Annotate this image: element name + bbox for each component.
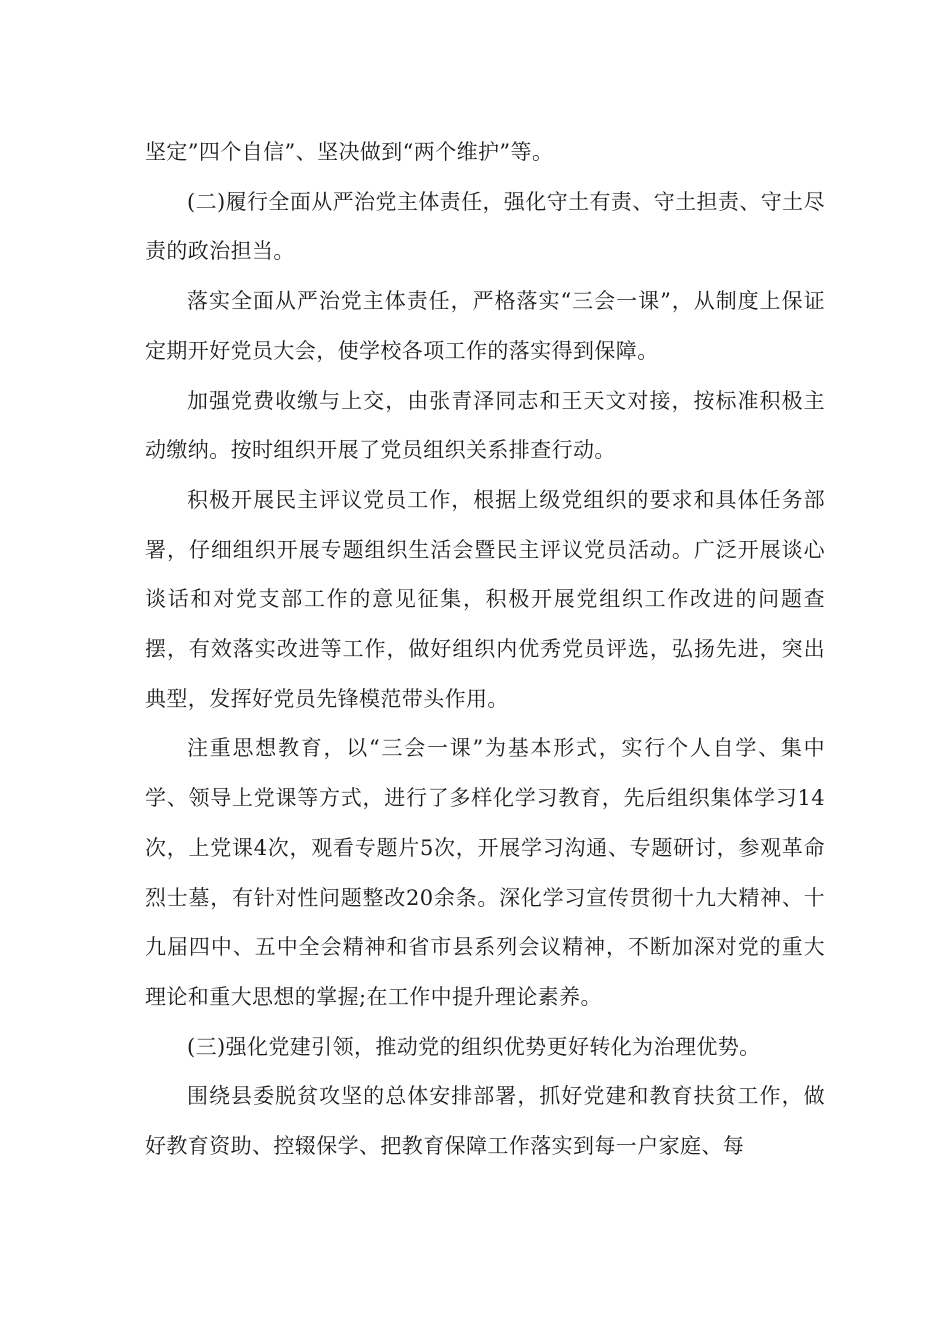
document-body [145,128,825,1172]
paragraph-7-heading: (三)强化党建引领，推动党的组织优势更好转化为治理优势。 [187,1034,761,1059]
paragraph-2-heading: (二)履行全面从严治党主体责任，强化守土有责、守土担责、守土尽责的政治担当。 [145,189,825,264]
paragraph-5: 积极开展民主评议党员工作，根据上级党组织的要求和具体任务部署，仔细组织开展专题组织生活会暨民主评议党员活动。广泛开展谈心谈话和对党支部工作的意见征集，积极开展党组织工作改进的问题查摆，有效落实改进等工作，做好组织内优秀党员评选，弘扬先进，突出典型，发挥好党员先锋模范带头作用。 [145,487,825,711]
paragraph-6: 注重思想教育，以“三会一课”为基本形式，实行个人自学、集中学、领导上党课等方式，进行了多样化学习教育，先后组织集体学习14次，上党课4次，观看专题片5次，开展学习沟通、专题研讨，参观革命烈士墓，有针对性问题整改20余条。深化学习宣传贯彻十九大精神、十九届四中、五中全会精神和省市县系列会议精神，不断加深对党的重大理论和重大思想的掌握;在工作中提升理论素养。 [145,736,825,1009]
paragraph-3: 落实全面从严治党主体责任，严格落实“三会一课”，从制度上保证定期开好党员大会，使学校各项工作的落实得到保障。 [145,289,825,363]
paragraph-4: 加强党费收缴与上交，由张青泽同志和王天文对接，按标准积极主动缴纳。按时组织开展了党员组织关系排查行动。 [145,388,825,463]
paragraph-8: 围绕县委脱贫攻坚的总体安排部署，抓好党建和教育扶贫工作，做好教育资助、控辍保学、把教育保障工作落实到每一户家庭、每 [145,1084,825,1159]
paragraph-1: 坚定”四个自信”、坚决做到“两个维护”等。 [145,140,554,164]
